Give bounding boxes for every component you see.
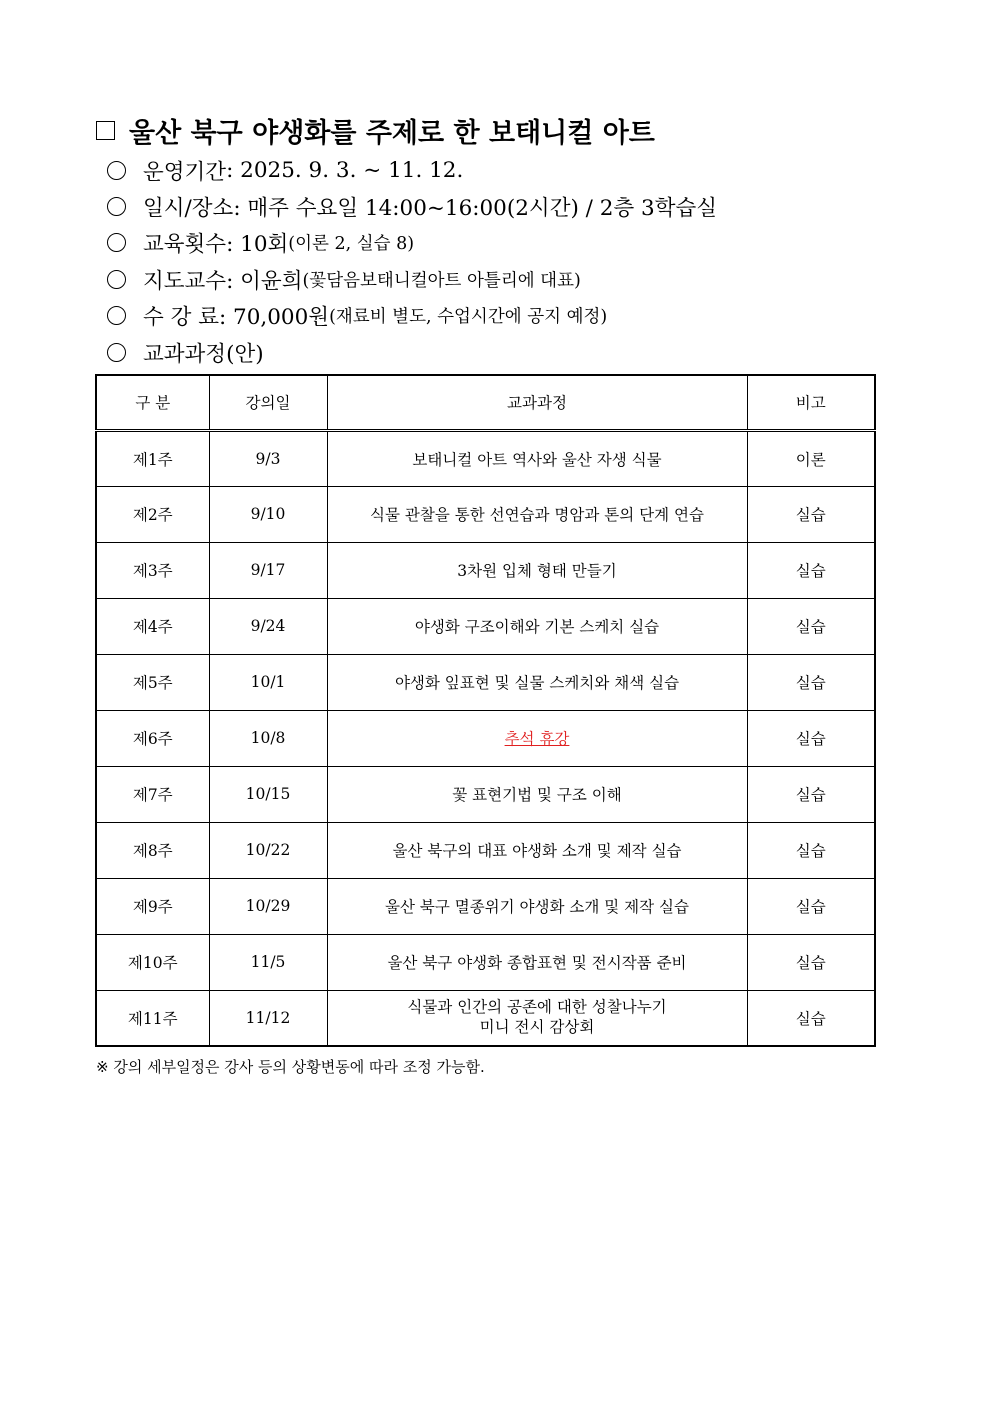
info-instructor xyxy=(107,261,717,297)
table-row xyxy=(96,486,875,542)
cell-course: 꽃 표현기법 및 구조 이해 xyxy=(327,766,747,822)
info-value: : 매주 수요일 14:00~16:00(2시간) / 2층 3학습실 xyxy=(233,196,718,222)
cell-date: 10/15 xyxy=(209,766,327,822)
table-row xyxy=(96,710,875,766)
cell-week: 제11주 xyxy=(96,990,209,1046)
cell-note: 실습 xyxy=(747,598,875,654)
info-label: 일시/장소 xyxy=(143,196,234,222)
square-bullet-icon xyxy=(96,121,115,140)
cell-date: 9/10 xyxy=(209,486,327,542)
cell-note: 실습 xyxy=(747,542,875,598)
cell-date: 10/8 xyxy=(209,710,327,766)
cell-week: 제7주 xyxy=(96,766,209,822)
header-date: 강의일 xyxy=(209,375,327,430)
info-curriculum xyxy=(107,334,717,370)
info-note: (재료비 별도, 수업시간에 공지 예정) xyxy=(329,307,608,328)
cell-week: 제6주 xyxy=(96,710,209,766)
cell-note: 이론 xyxy=(747,430,875,486)
info-value: : 70,000원 xyxy=(218,305,330,331)
cell-note: 실습 xyxy=(747,990,875,1046)
circle-bullet-icon xyxy=(107,197,126,216)
cell-course: 야생화 구조이해와 기본 스케치 실습 xyxy=(327,598,747,654)
cell-date: 9/24 xyxy=(209,598,327,654)
table-row xyxy=(96,542,875,598)
cell-date: 10/22 xyxy=(209,822,327,878)
info-label: 지도교수 xyxy=(143,268,227,294)
table-row xyxy=(96,990,875,1046)
cell-date: 9/3 xyxy=(209,430,327,486)
table-header-row xyxy=(96,375,875,430)
cell-course: 울산 북구 멸종위기 야생화 소개 및 제작 실습 xyxy=(327,878,747,934)
table-row xyxy=(96,934,875,990)
cell-note: 실습 xyxy=(747,934,875,990)
info-list xyxy=(107,152,717,370)
table-row xyxy=(96,430,875,486)
cell-date: 10/29 xyxy=(209,878,327,934)
info-period xyxy=(107,152,717,188)
cell-course: 보태니컬 아트 역사와 울산 자생 식물 xyxy=(327,430,747,486)
info-sessions xyxy=(107,225,717,261)
cell-date: 9/17 xyxy=(209,542,327,598)
cell-note: 실습 xyxy=(747,878,875,934)
cell-note: 실습 xyxy=(747,822,875,878)
info-value: : 10회 xyxy=(226,232,289,258)
info-label: 교육횟수 xyxy=(143,232,227,258)
cell-course xyxy=(327,990,747,1046)
cell-week: 제5주 xyxy=(96,654,209,710)
cell-date: 11/5 xyxy=(209,934,327,990)
cell-week: 제10주 xyxy=(96,934,209,990)
cell-course: 야생화 잎표현 및 실물 스케치와 채색 실습 xyxy=(327,654,747,710)
header-week: 구 분 xyxy=(96,375,209,430)
circle-bullet-icon xyxy=(107,270,126,289)
cell-date: 11/12 xyxy=(209,990,327,1046)
circle-bullet-icon xyxy=(107,306,126,325)
cell-note: 실습 xyxy=(747,654,875,710)
title-text: 울산 북구 야생화를 주제로 한 보태니컬 아트 xyxy=(129,117,655,149)
cell-week: 제1주 xyxy=(96,430,209,486)
info-schedule xyxy=(107,188,717,224)
circle-bullet-icon xyxy=(107,233,126,252)
cell-note: 실습 xyxy=(747,710,875,766)
cell-course: 3차원 입체 형태 만들기 xyxy=(327,542,747,598)
info-label: 수 강 료 xyxy=(143,305,219,331)
info-fee xyxy=(107,298,717,334)
table-row xyxy=(96,878,875,934)
cell-week: 제9주 xyxy=(96,878,209,934)
holiday-label: 추석 휴강 xyxy=(504,730,570,748)
info-label: 교과과정(안) xyxy=(143,341,264,367)
info-note: (이론 2, 실습 8) xyxy=(288,234,415,255)
table-row xyxy=(96,598,875,654)
cell-week: 제4주 xyxy=(96,598,209,654)
table-row xyxy=(96,822,875,878)
info-value: : 2025. 9. 3. ~ 11. 12. xyxy=(226,157,464,183)
info-note: (꽃담음보태니컬아트 아틀리에 대표) xyxy=(302,270,581,291)
table-row xyxy=(96,654,875,710)
cell-note: 실습 xyxy=(747,486,875,542)
cell-course: 식물 관찰을 통한 선연습과 명암과 톤의 단계 연습 xyxy=(327,486,747,542)
document-title xyxy=(96,110,655,150)
info-value: : 이윤희 xyxy=(226,268,303,294)
cell-date: 10/1 xyxy=(209,654,327,710)
info-label: 운영기간 xyxy=(143,159,227,185)
table-row xyxy=(96,766,875,822)
cell-week: 제3주 xyxy=(96,542,209,598)
cell-course: 울산 북구 야생화 종합표현 및 전시작품 준비 xyxy=(327,934,747,990)
circle-bullet-icon xyxy=(107,161,126,180)
footnote: ※ 강의 세부일정은 강사 등의 상황변동에 따라 조정 가능함. xyxy=(96,1058,485,1076)
cell-note: 실습 xyxy=(747,766,875,822)
course-line-1: 식물과 인간의 공존에 대한 성찰나누기 xyxy=(407,998,667,1017)
circle-bullet-icon xyxy=(107,343,126,362)
cell-course: 울산 북구의 대표 야생화 소개 및 제작 실습 xyxy=(327,822,747,878)
course-line-2: 미니 전시 감상회 xyxy=(479,1017,595,1036)
curriculum-table xyxy=(95,374,876,1047)
header-course: 교과과정 xyxy=(327,375,747,430)
cell-week: 제2주 xyxy=(96,486,209,542)
header-note: 비고 xyxy=(747,375,875,430)
cell-course xyxy=(327,710,747,766)
cell-week: 제8주 xyxy=(96,822,209,878)
